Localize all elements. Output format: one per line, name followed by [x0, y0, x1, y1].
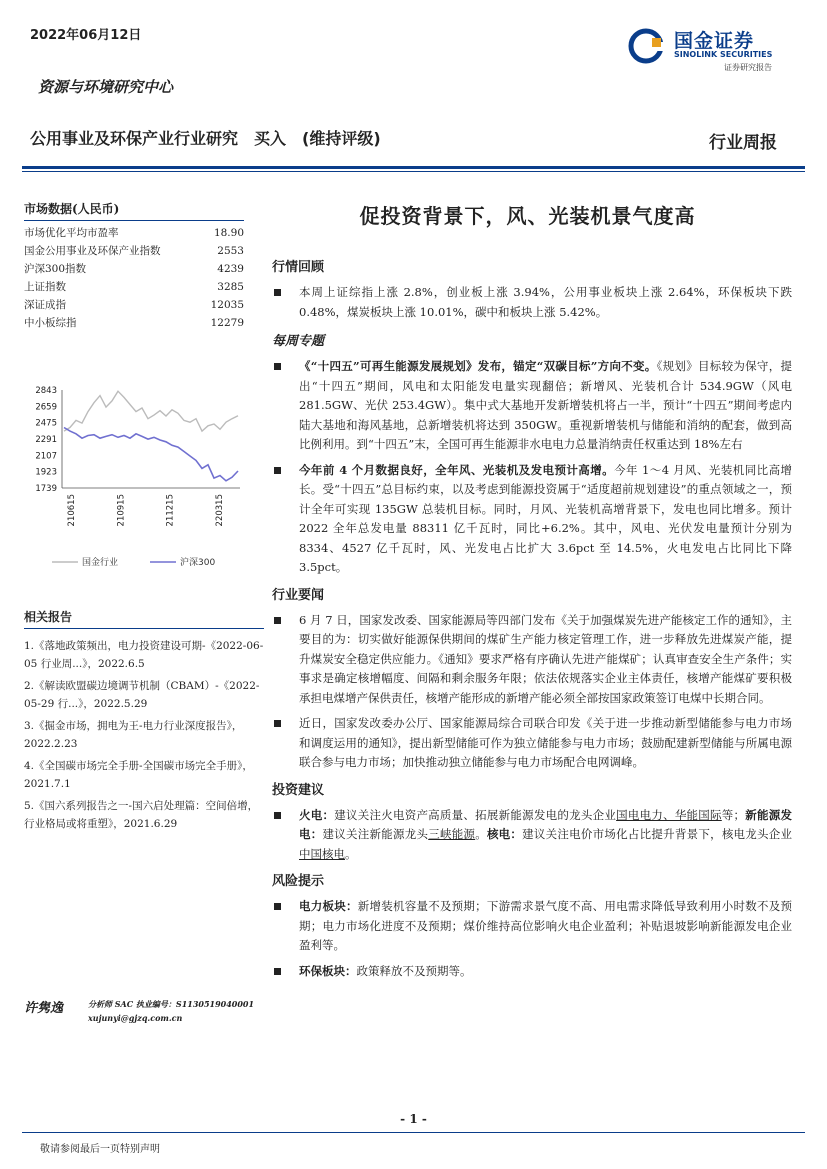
related-reports-title: 相关报告	[24, 608, 264, 629]
bullet-paragraph	[272, 897, 792, 956]
market-row	[24, 260, 244, 278]
section-title-risk: 风险提示	[272, 874, 325, 889]
related-report-link[interactable]: 4.《全国碳市场完全手册-全国碳市场完全手册》，2021.7.1	[24, 760, 253, 790]
bullet-text: 新增装机容量不及预期；下游需求景气度不高、用电需求降低导致利用小时数不及预期；电力市场化进度不及预期；煤价维持高位影响火电企业盈利；补贴退坡影响新能源发电企业盈利等。	[299, 899, 793, 952]
advice-text: 建议关注火电资产高质量、拓展新能源发电的龙头企业	[334, 807, 617, 822]
y-tick-label: 2843	[35, 386, 57, 396]
analyst-cert: 分析师 SAC 执业编号：S1130519040001	[88, 999, 255, 1009]
market-row-label: 国金公用事业及环保产业指数	[24, 245, 161, 257]
bullet-paragraph	[272, 461, 792, 578]
advice-text: 。	[475, 827, 487, 841]
report-type: 行业周报	[709, 133, 777, 153]
sinolink-logo-icon	[628, 28, 668, 68]
related-report-link[interactable]: 2.《解读欧盟碳边境调节机制（CBAM）-《2022-05-29 行...》，2022.5.29	[24, 680, 260, 710]
market-row	[24, 224, 244, 242]
bullet-text: 6 月 7 日，国家发改委、国家能源局等四部门发布《关于加强煤炭先进产能核定工作的通知》，主要目的为：切实做好能源保供期间的煤矿生产能力核定管理工作，进一步释放先进煤炭产能，提升煤炭安全稳定供应能力。《通知》要求严格有序确认先进产能煤矿；认真审查安全生产条件；实事求是确定核增幅度、间隔和剩余服务年限；依法依规落实企业主体责任，核增产能煤矿要积极承担电煤增产保供责任，核增产能形成的新增产能必须全部按国家政策签订电煤中长期合同。	[299, 612, 792, 705]
advice-text: 。	[345, 846, 357, 861]
report-title: 促投资背景下，风、光装机景气度高	[359, 204, 696, 228]
advice-keyword: 火电：	[299, 807, 335, 822]
x-tick-label: 220315	[215, 494, 225, 527]
header-divider-thin	[22, 171, 805, 172]
section-title-market-review: 行情回顾	[272, 260, 325, 275]
market-data-panel	[24, 200, 244, 332]
market-row-label: 市场优化平均市盈率	[24, 227, 119, 239]
stock-link[interactable]: 国电电力、华能国际	[616, 807, 722, 822]
stock-link[interactable]: 中国核电	[299, 846, 345, 861]
advice-keyword: 核电：	[486, 827, 523, 841]
section-title-weekly-topic: 每周专题	[272, 334, 325, 349]
market-row	[24, 242, 244, 260]
related-report-link[interactable]: 1.《落地政策频出，电力投资建设可期-《2022-06-05 行业周...》，2022.6.5	[24, 640, 264, 670]
y-tick-label: 2291	[35, 435, 57, 445]
bullet-square-icon	[274, 903, 281, 910]
bullet-bold-lead: 环保板块：	[299, 963, 357, 978]
analyst-name: 许隽逸	[24, 1001, 64, 1016]
bullet-square-icon	[274, 812, 281, 819]
bullet-square-icon	[274, 289, 281, 296]
industry-rating-line: 公用事业及环保产业行业研究 买入 (维持评级)	[30, 129, 381, 148]
header-divider	[22, 166, 805, 169]
bullet-text: 政策释放不及预期等。	[356, 963, 472, 978]
market-row-value: 2553	[217, 245, 244, 257]
bullet-text: 本周上证综指上涨 2.8%，创业板上涨 3.94%，公用事业板块上涨 2.64%，环保板块下跌 0.48%，煤炭板块上涨 10.01%，碳中和板块上涨 5.42%。	[299, 285, 792, 319]
report-date: 2022年06月12日	[30, 28, 142, 43]
main-content	[272, 256, 792, 987]
sinolink-logo	[628, 24, 798, 74]
market-row	[24, 278, 244, 296]
logo-text-cn: 国金证券	[674, 30, 755, 52]
y-tick-label: 2475	[35, 418, 57, 429]
market-row-value: 12279	[210, 317, 244, 329]
x-tick-label: 211215	[165, 494, 176, 527]
section-title-investment-advice: 投资建议	[272, 782, 325, 798]
advice-text: 建议关注电价市场化占比提升背景下，核电龙头企业	[522, 827, 793, 841]
market-data-title: 市场数据(人民币)	[24, 200, 244, 221]
bullet-text: 《规划》目标较为保守，提出“十四五”期间，风电和太阳能发电量实现翻倍；新增风、光装机合计 534.9GW（风电 281.5GW、光伏 253.4GW）。集中式大基地开发新增装机将占一半，预计“十四五”期间考虑内陆大基地和海风基地，总新增装机将达到 350GW。重视新增装机与储能和消纳的配套，做到高比例利用。到“十四五”末，全国可再生能源非水电电力总量消纳责任权重达到 18%左右	[299, 359, 792, 451]
market-row-value: 12035	[210, 299, 244, 311]
related-report-link[interactable]: 5.《国六系列报告之一-国六启处理篇：空间倍增，行业格局或将重塑》，2021.6.29	[24, 800, 259, 830]
y-tick-label: 2659	[35, 402, 57, 413]
bullet-paragraph	[272, 611, 792, 709]
stock-link[interactable]: 三峡能源	[428, 827, 476, 841]
bullet-text: 今年 1～4 月风、光装机同比高增长。受“十四五”总目标约束，以及考虑到能源投资属于“适度超前规划建设”的重点领域之一，预计全年可实现 135GW 总装机目标。同时，月风、光装机高增背景下，发电也同比增多。预计 2022 全年总发电量 88311 亿千瓦时，同比+6.2%。其中，风电、光伏发电量预计分别为 8334、4527 亿千瓦时，风、光发电占比扩大 3.6pct 至 14.5%，火电发电占比同比下降 3.5pct。	[299, 462, 792, 574]
market-row-label: 沪深300指数	[24, 263, 87, 275]
bullet-square-icon	[274, 467, 281, 474]
section-title-industry-news: 行业要闻	[272, 587, 325, 603]
market-row-label: 深证成指	[24, 299, 66, 311]
bullet-square-icon	[274, 617, 281, 624]
market-row-label: 中小板综指	[24, 317, 77, 329]
bullet-bold-lead: 今年前 4 个月数据良好，全年风、光装机及发电预计高增。	[299, 462, 615, 477]
bullet-square-icon	[274, 363, 281, 370]
y-tick-label: 2107	[35, 451, 57, 462]
analyst-email[interactable]: xujunyi@gjzq.com.cn	[88, 1013, 183, 1023]
legend-label: 沪深300	[180, 558, 216, 568]
index-chart	[22, 380, 248, 590]
market-row-value: 18.90	[213, 227, 244, 239]
index-chart-svg	[22, 380, 248, 590]
market-row-label: 上证指数	[24, 281, 66, 293]
bullet-paragraph	[272, 714, 792, 773]
legend-label: 国金行业	[82, 558, 119, 568]
logo-subtitle: 证券研究报告	[724, 63, 772, 72]
bullet-square-icon	[274, 720, 281, 727]
related-reports	[24, 608, 264, 837]
series-line-hs300	[64, 428, 238, 481]
y-tick-label: 1923	[35, 467, 57, 478]
bullet-bold-lead: 电力板块：	[299, 899, 358, 913]
related-report-link[interactable]: 3.《掘金市场，拥电为王-电力行业深度报告》，2022.2.23	[24, 720, 243, 750]
market-row	[24, 296, 244, 314]
advice-text: 等；	[721, 807, 746, 822]
market-row-value: 4239	[217, 263, 244, 275]
footer-disclaimer: 敬请参阅最后一页特别声明	[40, 1144, 160, 1155]
research-center: 资源与环境研究中心	[38, 78, 174, 96]
bullet-paragraph	[272, 283, 792, 322]
bullet-square-icon	[274, 968, 281, 975]
y-tick-label: 1739	[35, 484, 57, 494]
series-line-industry	[64, 391, 238, 431]
advice-text: 建议关注新能源龙头	[322, 827, 429, 841]
market-row	[24, 314, 244, 332]
market-row-value: 3285	[217, 281, 244, 293]
logo-text-en: SINOLINK SECURITIES	[674, 50, 773, 59]
bullet-text: 近日，国家发改委办公厅、国家能源局综合司联合印发《关于进一步推动新型储能参与电力市场和调度运用的通知》，提出新型储能可作为独立储能参与电力市场；鼓励配建新型储能与所属电源联合参与电力市场；加快推动独立储能参与电力市场配合电网调峰。	[299, 716, 792, 769]
bullet-paragraph	[272, 962, 792, 982]
bullet-paragraph	[272, 357, 792, 455]
x-tick-label: 210615	[67, 494, 77, 527]
x-tick-label: 210915	[116, 494, 127, 527]
page-number: - 1 -	[400, 1112, 427, 1126]
advice-keyword: 新能源发电：	[299, 807, 793, 841]
bullet-paragraph	[272, 806, 792, 865]
footer-divider	[22, 1132, 805, 1133]
bullet-bold-lead: 《“十四五”可再生能源发展规划》发布，锚定“双碳目标”方向不变。	[299, 359, 657, 373]
